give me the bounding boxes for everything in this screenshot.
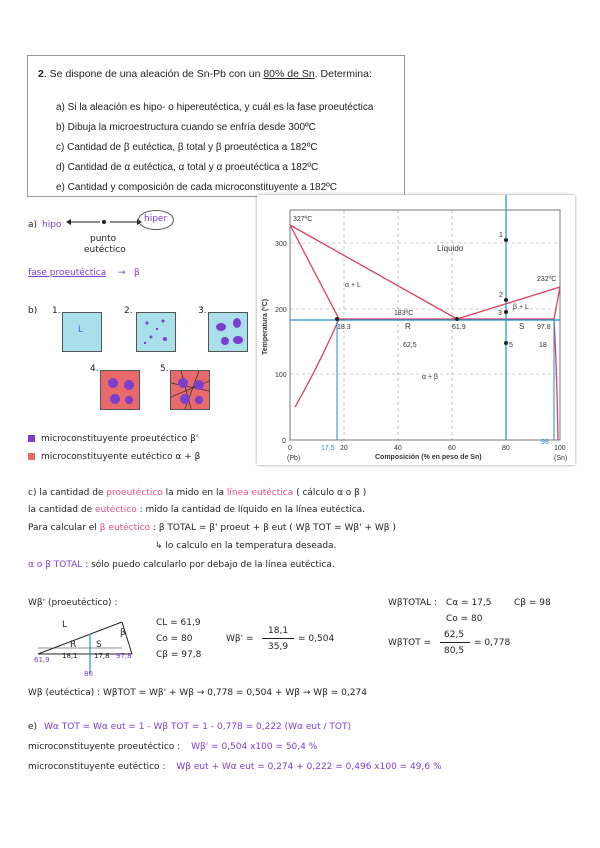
x-tick-100: 100 — [554, 445, 566, 452]
comp-183-label: 18.3 — [337, 324, 351, 331]
statement-underlined: 80% de Sn — [263, 68, 315, 80]
comp-619-label: 61.9 — [452, 324, 466, 331]
hipo-label: hipo — [42, 220, 62, 230]
y-tick-100: 100 — [275, 372, 287, 379]
lever-181: 18,1 — [62, 652, 78, 660]
lever-178: 17,8 — [94, 652, 110, 660]
part-e-line3 — [28, 762, 442, 772]
c5-post: : sólo puedo calcularlo por debajo de la línea eutéctica. — [82, 560, 335, 570]
punto-label: punto — [90, 234, 117, 244]
c-alpha: Cα = 17,5 — [446, 598, 492, 608]
micro-step-3 — [208, 312, 248, 352]
c2-pre: la cantidad de — [28, 505, 95, 515]
eutectico-label: eutéctico — [84, 245, 126, 255]
legend-eutectic-swatch — [28, 453, 35, 460]
wb-pro-title: Wβ' (proeutéctico) : — [28, 598, 118, 608]
wbtot-label: WβTOT = — [388, 638, 432, 648]
wbtotal-title: WβTOTAL : — [388, 598, 438, 608]
question-c: c) Cantidad de β eutéctica, β total y β proeutéctica a 182ºC — [56, 142, 318, 153]
c3-pre: Para calcular el — [28, 523, 100, 533]
lever-beta: β — [120, 628, 126, 638]
temp-232-label: 232ºC — [537, 276, 557, 283]
wb-eutectic-line: Wβ (eutéctica) : WβTOT = Wβ' + Wβ → 0,778 = 0,504 + Wβ → Wβ = 0,274 — [28, 688, 367, 698]
legend-proeutectic-text: microconstituyente proeutéctico β' — [41, 434, 199, 444]
e3-pre: microconstituyente eutéctico : — [28, 762, 166, 772]
temp-183-label: 183ºC — [394, 310, 414, 317]
statement-post: . Determina: — [314, 68, 372, 80]
part-b-label: b) — [28, 306, 38, 316]
y-axis-label: Temperatura (ºC) — [262, 298, 269, 355]
c-beta: Cβ = 98 — [514, 598, 551, 608]
problem-statement-box — [27, 55, 405, 197]
c3-post: : β TOTAL = β' proeut + β eut ( Wβ TOT = Wβ' + Wβ ) — [150, 523, 396, 533]
arrow-to-beta: → — [118, 268, 126, 278]
e2-val: Wβ' = 0,504 x100 = 50,4 % — [191, 742, 318, 752]
e3-val: Wβ eut + Wα eut = 0,274 + 0,222 = 0,496 x100 = 49,6 % — [176, 762, 442, 772]
c1-pink: proeutéctico — [106, 488, 163, 498]
step-2-label: 2. — [124, 306, 133, 316]
liquido-label: Líquido — [437, 244, 464, 253]
hipo-hiper-arrows — [64, 212, 144, 232]
R-label: R — [405, 322, 411, 331]
x-axis-label: Composición (% en peso de Sn) — [375, 454, 482, 461]
part-c-line2 — [28, 505, 365, 515]
lever-R: R — [70, 640, 77, 650]
tot-num: 62,5 — [444, 630, 465, 640]
comp-978-label: 97.8 — [537, 324, 551, 331]
legend-proeutectic — [28, 434, 198, 444]
question-e: e) Cantidad y composición de cada microconstituyente a 182ºC — [56, 182, 338, 193]
frac-num: 18,1 — [268, 626, 289, 636]
wb-prime-result: = 0,504 — [298, 634, 335, 644]
c2-pink: eutéctico — [95, 505, 137, 515]
e2-pre: microconstituyente proeutéctico : — [28, 742, 181, 752]
beta-L-label: β + L — [513, 304, 529, 311]
hiper-label: hiper — [144, 214, 168, 224]
step-3-label: 3. — [198, 306, 207, 316]
x-tick-0: 0 — [288, 445, 292, 452]
cb-value: Cβ = 97,8 — [156, 650, 202, 660]
lever-619: 61,9 — [34, 656, 50, 664]
fase-proeutectica: fase proeutéctica — [28, 268, 107, 278]
micro-step-2 — [136, 312, 176, 352]
problem-number: 2 — [38, 68, 44, 80]
c-o: Co = 80 — [446, 614, 483, 624]
c3-pink: β eutéctico — [99, 523, 151, 533]
point-5-label: 5 — [509, 342, 513, 349]
frac-den: 35,9 — [268, 642, 289, 652]
step-1-label: 1. — [52, 306, 61, 316]
lever-S: S — [96, 640, 102, 650]
x-tick-20: 20 — [340, 445, 348, 452]
wb-prime-label: Wβ' = — [226, 634, 254, 644]
hand-98-label: 98 — [541, 439, 549, 446]
step-4-label: 4. — [90, 364, 99, 374]
y-tick-200: 200 — [275, 307, 287, 314]
legend-eutectic — [28, 452, 200, 462]
step-5-label: 5. — [160, 364, 169, 374]
c1-post: ( cálculo α o β ) — [293, 488, 367, 498]
question-d: d) Cantidad de α eutéctica, α total y α proeutéctica a 182ºC — [56, 162, 319, 173]
c5-purple: α o β TOTAL — [28, 560, 83, 570]
x-tick-80: 80 — [502, 445, 510, 452]
question-a: a) Si la aleación es hipo- o hipereutéctica, y cuál es la fase proeutéctica — [56, 102, 374, 113]
tot-result: = 0,778 — [474, 638, 511, 648]
statement-pre: . Se dispone de una aleación de Sn-Pb con un — [43, 68, 264, 80]
phase-diagram — [257, 195, 575, 465]
S-label: S — [519, 322, 525, 331]
part-e-line1: Wα TOT = Wα eut = 1 - Wβ TOT = 1 - 0,778 = 0,222 (Wα eut / TOT) — [44, 722, 351, 732]
frac-line — [262, 638, 294, 639]
c2-post: : mido la cantidad de líquido en la línea eutéctica. — [136, 505, 366, 515]
point-3-label: 3 — [498, 310, 502, 317]
legend-eutectic-text: microconstituyente eutéctico α + β — [41, 452, 201, 462]
y-tick-300: 300 — [275, 241, 287, 248]
lever-978: 97,8 — [116, 652, 132, 660]
val-625-label: 62,5 — [403, 342, 417, 349]
x-tick-60: 60 — [448, 445, 456, 452]
tot-frac-line — [440, 642, 470, 643]
cl-value: CL = 61,9 — [156, 618, 201, 628]
alpha-beta-label: α + β — [422, 374, 439, 381]
part-e-label: e) — [28, 722, 38, 732]
lever-L: L — [62, 620, 68, 630]
part-c-line5 — [28, 560, 335, 570]
part-a-label: a) — [28, 220, 38, 230]
micro-step-1 — [62, 312, 102, 352]
y-tick-0: 0 — [282, 438, 286, 445]
pb-label: (Pb) — [287, 455, 301, 462]
part-c-line4: ↳ lo calculo en la temperatura deseada. — [155, 541, 337, 551]
val-18-label: 18 — [539, 342, 547, 349]
c1-pink2: línea eutéctica — [226, 488, 294, 498]
part-c-line1 — [28, 488, 366, 498]
problem-statement — [38, 68, 372, 80]
part-c-line3 — [28, 523, 396, 533]
c1-mid: la mido en la — [162, 488, 227, 498]
hand-175-label: 17,5 — [321, 445, 335, 452]
sn-label: (Sn) — [554, 455, 568, 462]
c1-pre: c) la cantidad de — [28, 488, 107, 498]
beta-answer: β — [134, 268, 140, 278]
phase-diagram-panel — [257, 195, 575, 465]
legend-proeutectic-swatch — [28, 435, 35, 442]
lever-80: 80 — [84, 670, 93, 678]
alpha-L-label: α + L — [345, 282, 361, 289]
micro-step-5 — [170, 370, 210, 410]
part-e-line2 — [28, 742, 317, 752]
micro-step-4 — [100, 370, 140, 410]
question-b: b) Dibuja la microestructura cuando se enfría desde 300ºC — [56, 122, 316, 133]
point-2-label: 2 — [499, 292, 503, 299]
x-tick-40: 40 — [394, 445, 402, 452]
temp-327-label: 327ºC — [293, 216, 313, 223]
point-1-label: 1 — [499, 232, 503, 239]
tot-den: 80,5 — [444, 646, 465, 656]
co-value: Co = 80 — [156, 634, 193, 644]
liquid-L-label: L — [78, 325, 84, 335]
